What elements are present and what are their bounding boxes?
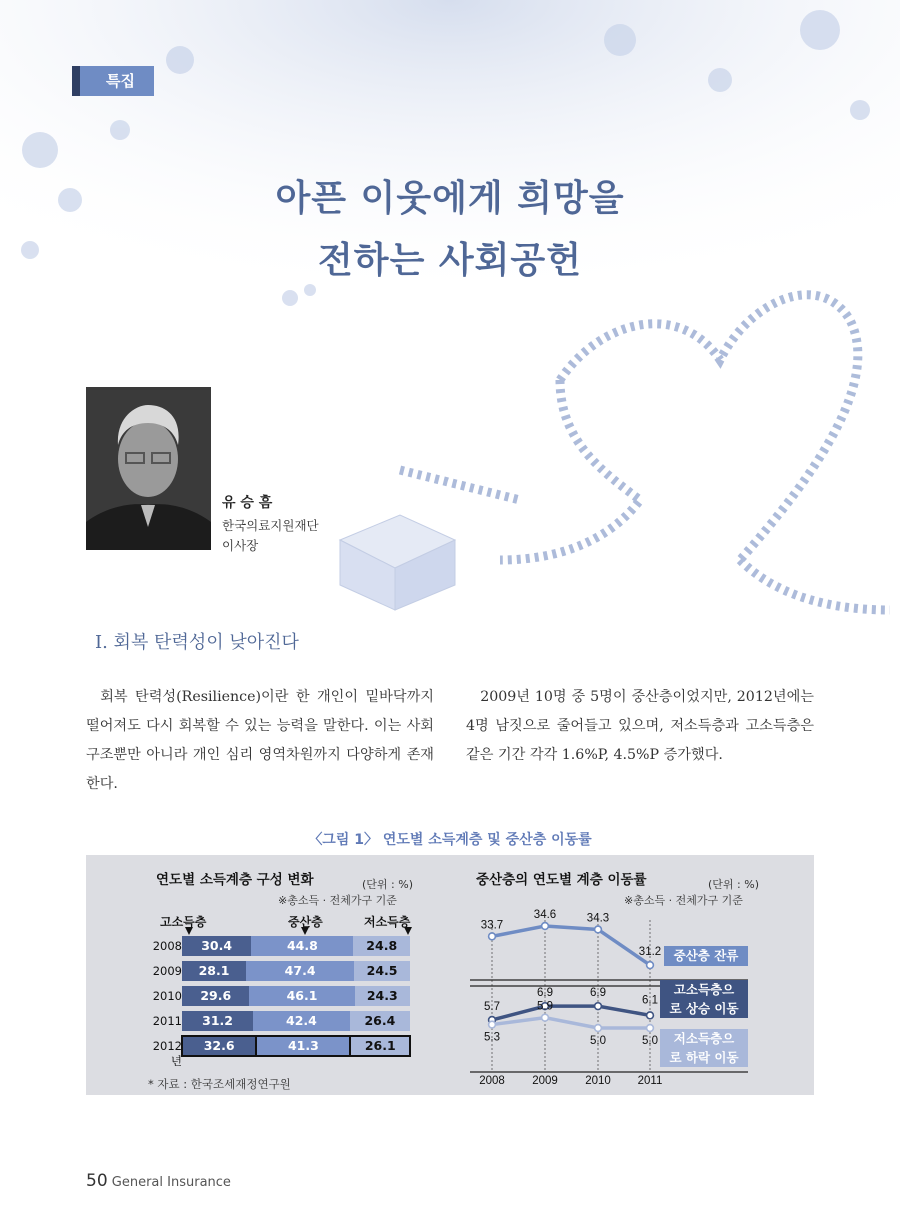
label-up	[660, 980, 748, 1018]
data-label: 5.7	[484, 1000, 500, 1013]
series-line-2	[492, 1018, 650, 1028]
data-point	[489, 1021, 496, 1028]
legend-low-marker	[404, 927, 412, 935]
bar-chart-note: ※총소득 · 전체가구 기준	[278, 894, 397, 907]
page-number: 50	[86, 1171, 108, 1191]
body-text-right: 2009년 10명 중 5명이 중산층이었지만, 2012년에는 4명 남짓으로 줄어들고 있으며, 저소득층과 고소득층은 같은 기간 각각 1.6%P, 4.5%P 증가했다.	[466, 689, 814, 763]
data-label: 6.1	[642, 994, 658, 1007]
data-point	[647, 962, 654, 969]
bar-segment-high: 30.4	[182, 936, 251, 956]
bar-row	[182, 986, 410, 1006]
bar-segment-low: 24.3	[355, 986, 410, 1006]
data-label: 5.3	[484, 1031, 500, 1044]
data-point	[489, 933, 496, 940]
data-label: 6.9	[590, 987, 606, 1000]
data-label: 6.9	[537, 987, 553, 1000]
bar-chart-unit: (단위 : %)	[362, 878, 413, 891]
page-title-line1: 아픈 이웃에게 희망을	[275, 178, 625, 219]
bar-year-label: 2012년	[152, 1039, 182, 1068]
author-role: 이사장	[222, 538, 259, 553]
page-footer	[86, 1171, 231, 1191]
legend-middle: 중산층	[288, 915, 323, 929]
page-title-line2: 전하는 사회공헌	[318, 240, 582, 281]
data-point	[595, 1025, 602, 1032]
data-point	[595, 926, 602, 933]
bar-segment-low: 24.5	[354, 961, 410, 981]
data-label: 31.2	[638, 946, 662, 959]
data-label: 33.7	[480, 919, 504, 932]
bar-segment-low: 24.8	[353, 936, 410, 956]
data-point	[595, 1003, 602, 1010]
bar-segment-low: 26.1	[350, 1036, 410, 1056]
legend-high: 고소득층	[160, 915, 207, 929]
bar-row	[182, 1011, 410, 1031]
body-text-left: 회복 탄력성(Resilience)이란 한 개인이 밑바닥까지 떨어져도 다시 회복할 수 있는 능력을 말한다. 이는 사회구조뿐만 아니라 개인 심리 영역차원까지 다양하게 존재한다.	[86, 689, 434, 792]
bar-segment-middle: 47.4	[246, 961, 354, 981]
bar-row	[182, 961, 410, 981]
author-name: 유 승 흠	[222, 495, 273, 511]
data-label: 34.6	[533, 909, 557, 921]
line-chart-title: 중산층의 연도별 계층 이동률	[476, 872, 647, 888]
x-tick-label: 2010	[585, 1075, 611, 1087]
bar-row	[182, 936, 410, 956]
bar-segment-middle: 41.3	[256, 1036, 350, 1056]
series-line-1	[492, 1006, 650, 1020]
data-point	[647, 1025, 654, 1032]
bar-row	[182, 1036, 410, 1056]
x-tick-label: 2008	[479, 1075, 505, 1087]
bar-segment-middle: 44.8	[251, 936, 353, 956]
label-down	[660, 1029, 748, 1067]
bar-year-label: 2009	[152, 964, 182, 978]
line-chart-note: ※총소득 · 전체가구 기준	[624, 894, 743, 907]
data-point	[542, 1014, 549, 1021]
bar-year-label: 2011	[152, 1014, 182, 1028]
series-line-0	[492, 926, 650, 965]
bar-segment-high: 31.2	[182, 1011, 253, 1031]
data-point	[542, 923, 549, 930]
figure-source: * 자료 : 한국조세재정연구원	[148, 1077, 291, 1091]
data-label: 5.9	[537, 1000, 553, 1013]
section-tag: 특집	[72, 66, 154, 96]
line-chart-unit: (단위 : %)	[708, 878, 759, 891]
bar-segment-high: 29.6	[182, 986, 249, 1006]
x-tick-label: 2009	[532, 1075, 558, 1087]
bar-segment-high: 28.1	[182, 961, 246, 981]
label-stay: 중산층 잔류	[664, 946, 748, 966]
data-label: 34.3	[586, 912, 610, 925]
label-up-text: 고소득층으로 상승 이동	[669, 982, 739, 1016]
legend-low: 저소득층	[364, 915, 411, 929]
line-chart	[470, 900, 810, 1095]
label-down-text: 저소득층으로 하락 이동	[669, 1031, 739, 1065]
x-tick-label: 2011	[637, 1075, 663, 1087]
bar-chart-title: 연도별 소득계층 구성 변화	[156, 872, 314, 888]
bar-segment-high: 32.6	[182, 1036, 256, 1056]
data-label: 5.0	[590, 1035, 606, 1047]
bar-segment-low: 26.4	[350, 1011, 410, 1031]
section-heading: Ⅰ. 회복 탄력성이 낮아진다	[95, 632, 299, 653]
author-photo	[86, 387, 211, 550]
bar-year-label: 2010	[152, 989, 182, 1003]
data-label: 5.0	[642, 1035, 658, 1047]
data-point	[647, 1012, 654, 1019]
legend-high-marker	[185, 927, 193, 935]
magazine-name: General Insurance	[111, 1175, 231, 1190]
bar-year-label: 2008	[152, 939, 182, 953]
author-organization: 한국의료지원재단	[222, 518, 319, 533]
bar-segment-middle: 42.4	[253, 1011, 350, 1031]
figure-caption: 〈그림 1〉 연도별 소득계층 및 중산층 이동률	[308, 832, 592, 848]
bar-segment-middle: 46.1	[249, 986, 354, 1006]
legend-middle-marker	[301, 927, 309, 935]
